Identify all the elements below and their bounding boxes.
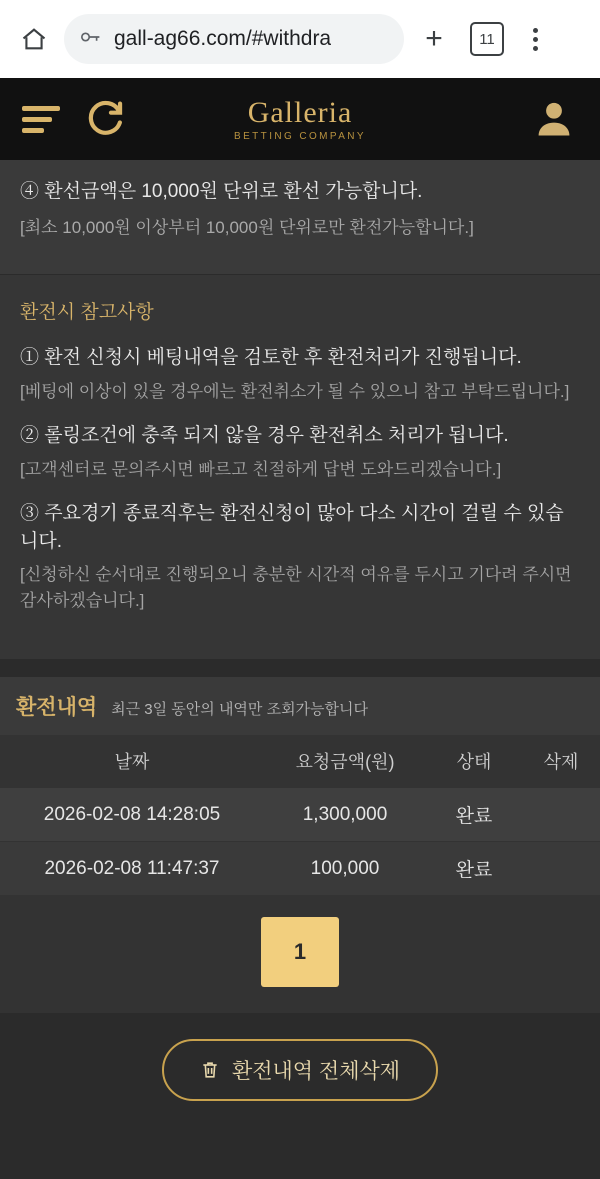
column-header-amount: 요청금액(원)	[264, 735, 426, 788]
delete-all-zone	[0, 1013, 600, 1131]
column-header-date: 날짜	[0, 735, 264, 788]
cell-date: 2026-02-08 14:28:05	[0, 788, 264, 842]
page-content	[0, 160, 600, 1179]
table-row[interactable]	[0, 842, 600, 896]
page-button-1[interactable]: 1	[261, 917, 339, 987]
trash-icon	[200, 1059, 220, 1081]
withdraw-history-table	[0, 735, 600, 895]
footer-space	[0, 1131, 600, 1179]
hamburger-icon[interactable]	[22, 106, 62, 133]
cell-date: 2026-02-08 11:47:37	[0, 842, 264, 896]
reference-item-main: ② 롤링조건에 충족 되지 않을 경우 환전취소 처리가 됩니다.	[20, 425, 509, 447]
brand-logo[interactable]	[234, 97, 366, 142]
reference-item-note: [베팅에 이상이 있을 경우에는 환전취소가 될 수 있으니 참고 부탁드립니다.]	[20, 381, 570, 401]
new-tab-button[interactable]: +	[425, 22, 443, 55]
cell-delete[interactable]	[522, 842, 600, 896]
table-row[interactable]	[0, 788, 600, 842]
cell-delete[interactable]	[522, 788, 600, 842]
history-title: 환전내역	[16, 696, 98, 720]
overflow-menu-icon[interactable]	[518, 19, 552, 59]
reference-item-main: ① 환전 신청시 베팅내역을 검토한 후 환전처리가 진행됩니다.	[20, 347, 522, 368]
delete-all-history-button[interactable]	[162, 1039, 438, 1101]
brand-title: Galleria	[247, 95, 353, 129]
url-bar[interactable]	[64, 14, 404, 64]
history-note: 최근 3일 동안의 내역만 조회가능합니다	[111, 701, 369, 719]
cell-status: 완료	[426, 788, 522, 842]
reference-title: 환전시 참고사항	[20, 302, 154, 323]
url-text: gall-ag66.com/#withdra	[114, 27, 332, 50]
permission-icon	[80, 27, 104, 52]
column-header-status: 상태	[426, 735, 522, 788]
reference-item-main: ③ 주요경기 종료직후는 환전신청이 많아 다소 시간이 걸릴 수 있습니다.	[20, 503, 564, 552]
reference-item	[20, 422, 580, 482]
tab-counter-button[interactable]	[470, 22, 504, 56]
tab-count-label: 11	[479, 30, 495, 48]
pagination	[0, 895, 600, 1013]
section-divider	[0, 659, 600, 677]
cell-amount: 100,000	[264, 842, 426, 896]
reference-item	[20, 344, 580, 404]
user-avatar-icon[interactable]	[530, 95, 578, 143]
reference-item-note: [고객센터로 문의주시면 빠르고 친절하게 답변 도와드리겠습니다.]	[20, 459, 502, 479]
table-header-row	[0, 735, 600, 788]
delete-all-history-label: 환전내역 전체삭제	[231, 1060, 401, 1084]
notice-line: ④ 환선금액은 10,000원 단위로 환선 가능합니다.	[20, 181, 423, 202]
column-header-delete: 삭제	[522, 735, 600, 788]
home-icon[interactable]	[14, 19, 54, 59]
withdraw-reference-block	[0, 274, 600, 659]
site-header	[0, 78, 600, 160]
browser-toolbar	[0, 0, 600, 78]
brand-subtitle: BETTING COMPANY	[234, 130, 366, 142]
notice-sub: [최소 10,000원 이상부터 10,000원 단위로만 환전가능합니다.]	[20, 217, 474, 237]
history-header	[0, 677, 600, 735]
reference-item-note: [신청하신 순서대로 진행되오니 충분한 시간적 여유를 두시고 기다려 주시면 감사하겠습니다.]	[20, 565, 572, 610]
refresh-icon[interactable]	[84, 98, 126, 140]
cell-amount: 1,300,000	[264, 788, 426, 842]
reference-item	[20, 500, 580, 613]
cell-status: 완료	[426, 842, 522, 896]
withdraw-notice-top	[0, 160, 600, 274]
